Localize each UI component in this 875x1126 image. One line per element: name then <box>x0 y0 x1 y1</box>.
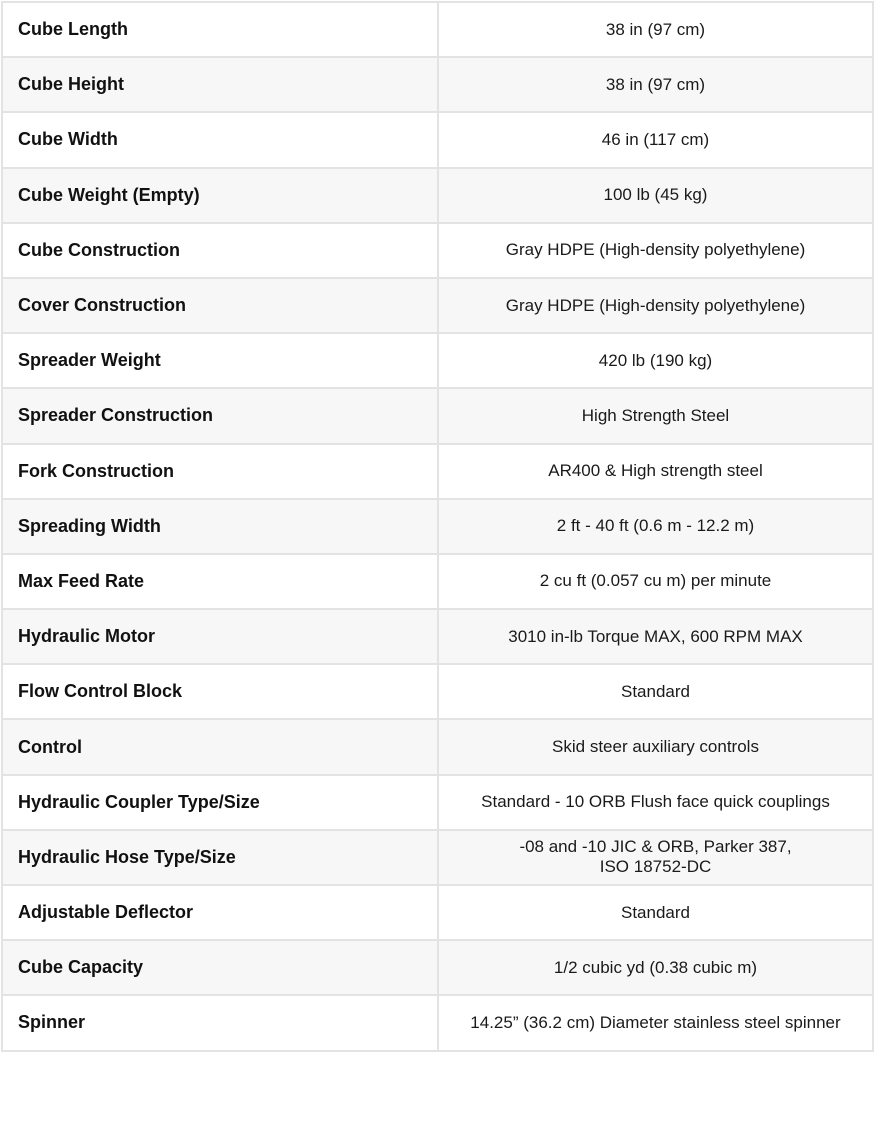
spec-label: Fork Construction <box>2 444 438 499</box>
table-row <box>2 278 873 333</box>
spec-label: Cube Length <box>2 2 438 57</box>
table-row <box>2 940 873 995</box>
spec-label: Cover Construction <box>2 278 438 333</box>
table-row <box>2 609 873 664</box>
spec-label: Spreading Width <box>2 499 438 554</box>
spec-value: 14.25” (36.2 cm) Diameter stainless steel spinner <box>438 995 873 1050</box>
spec-label: Spinner <box>2 995 438 1050</box>
spec-label: Cube Width <box>2 112 438 167</box>
table-row <box>2 664 873 719</box>
spec-label: Cube Capacity <box>2 940 438 995</box>
spec-value: 38 in (97 cm) <box>438 57 873 112</box>
spec-value: High Strength Steel <box>438 388 873 443</box>
spec-label: Control <box>2 719 438 774</box>
spec-value: 1/2 cubic yd (0.38 cubic m) <box>438 940 873 995</box>
table-row <box>2 775 873 830</box>
spec-value: Standard - 10 ORB Flush face quick couplings <box>438 775 873 830</box>
spec-value: 3010 in-lb Torque MAX, 600 RPM MAX <box>438 609 873 664</box>
spec-value: Standard <box>438 885 873 940</box>
table-row <box>2 995 873 1050</box>
spec-label: Spreader Construction <box>2 388 438 443</box>
spec-label: Spreader Weight <box>2 333 438 388</box>
spec-value: Standard <box>438 664 873 719</box>
spec-label: Adjustable Deflector <box>2 885 438 940</box>
spec-value-line-1: -08 and -10 JIC & ORB, Parker 387, <box>519 837 792 857</box>
spec-value: Gray HDPE (High-density polyethylene) <box>438 223 873 278</box>
spec-label: Hydraulic Motor <box>2 609 438 664</box>
spec-label: Cube Weight (Empty) <box>2 168 438 223</box>
spec-value: 2 ft - 40 ft (0.6 m - 12.2 m) <box>438 499 873 554</box>
spec-label: Hydraulic Coupler Type/Size <box>2 775 438 830</box>
spec-label: Cube Height <box>2 57 438 112</box>
table-row <box>2 554 873 609</box>
table-row <box>2 885 873 940</box>
spec-value: 46 in (117 cm) <box>438 112 873 167</box>
table-row <box>2 499 873 554</box>
spec-label: Hydraulic Hose Type/Size <box>2 830 438 885</box>
table-row <box>2 2 873 57</box>
table-row <box>2 112 873 167</box>
spec-value-line-2: ISO 18752-DC <box>599 857 712 877</box>
spec-label: Cube Construction <box>2 223 438 278</box>
table-row <box>2 333 873 388</box>
spec-value: AR400 & High strength steel <box>438 444 873 499</box>
spec-value: Skid steer auxiliary controls <box>438 719 873 774</box>
spec-value: 38 in (97 cm) <box>438 2 873 57</box>
table-row <box>2 57 873 112</box>
table-row <box>2 444 873 499</box>
spec-label: Flow Control Block <box>2 664 438 719</box>
spec-table <box>1 1 874 1052</box>
spec-value: 100 lb (45 kg) <box>438 168 873 223</box>
table-row <box>2 830 873 885</box>
spec-value <box>438 830 873 885</box>
table-row <box>2 388 873 443</box>
spec-value: 420 lb (190 kg) <box>438 333 873 388</box>
table-row <box>2 223 873 278</box>
spec-value: Gray HDPE (High-density polyethylene) <box>438 278 873 333</box>
table-row <box>2 719 873 774</box>
spec-label: Max Feed Rate <box>2 554 438 609</box>
table-row <box>2 168 873 223</box>
spec-value: 2 cu ft (0.057 cu m) per minute <box>438 554 873 609</box>
